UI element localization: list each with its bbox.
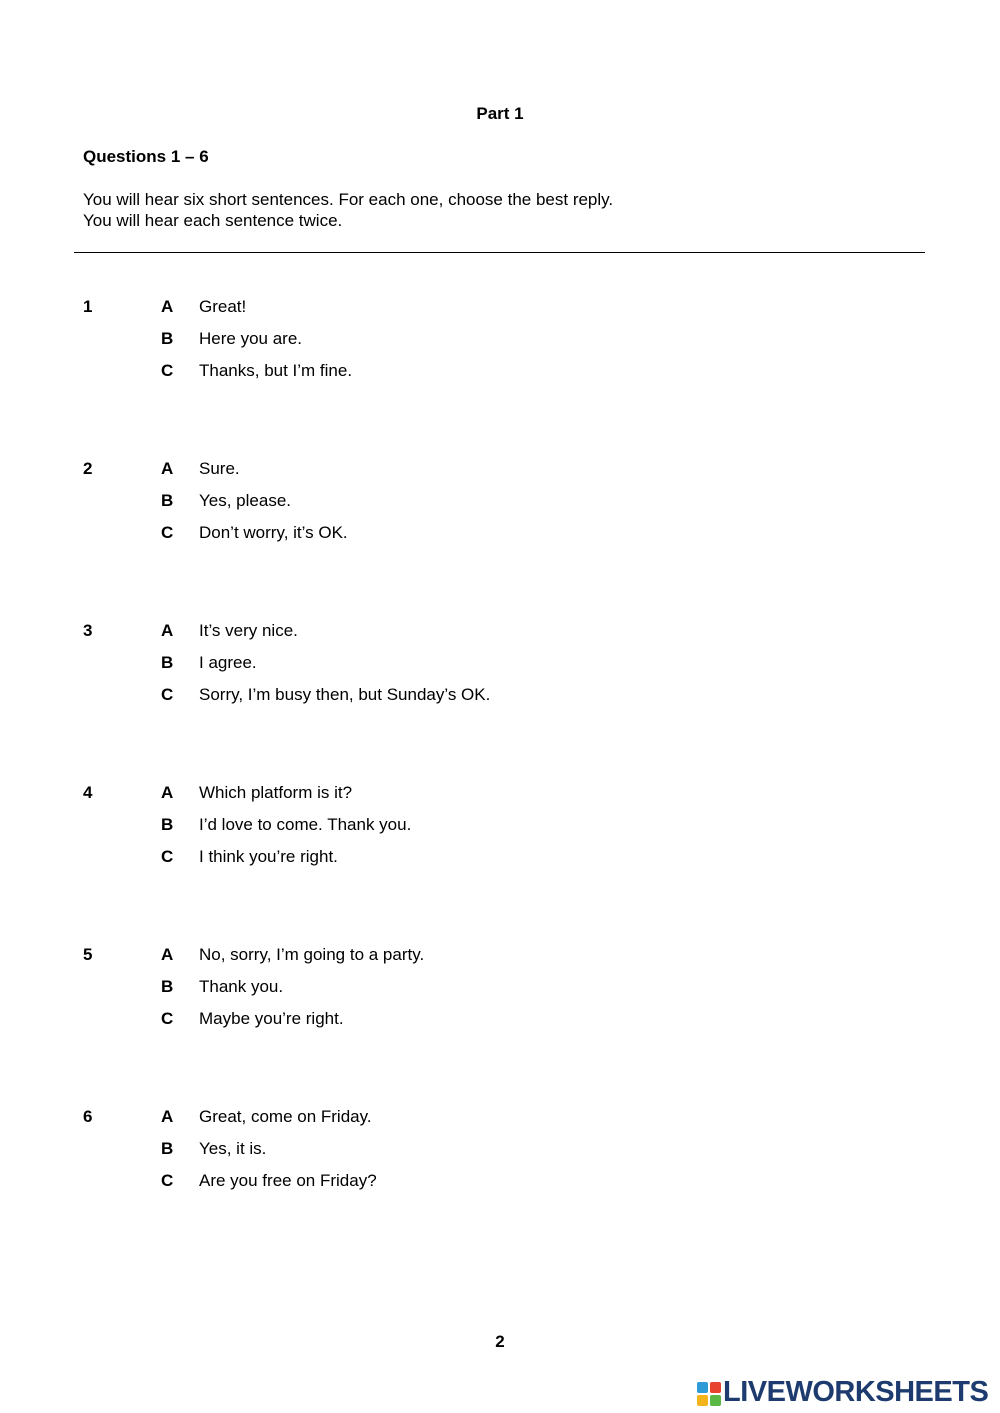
question-6 [0,1107,1000,1207]
liveworksheets-logo-icon [697,1382,721,1406]
question-number: 6 [83,1107,93,1126]
answer-option-c[interactable] [0,1009,1000,1033]
option-letter: B [161,653,174,672]
page-number: 2 [495,1332,505,1351]
answer-option-a[interactable] [0,621,1000,645]
option-text: Don’t worry, it’s OK. [199,523,348,542]
part-title: Part 1 [476,104,524,123]
option-letter: C [161,1009,174,1028]
question-number: 3 [83,621,93,640]
question-1 [0,297,1000,397]
option-text: Great! [199,297,247,316]
answer-option-c[interactable] [0,1171,1000,1195]
answer-option-b[interactable] [0,329,1000,353]
option-letter: A [161,297,174,316]
option-letter: B [161,977,174,996]
answer-option-b[interactable] [0,977,1000,1001]
answer-option-a[interactable] [0,945,1000,969]
question-number: 1 [83,297,93,316]
option-letter: C [161,1171,174,1190]
logo-text: LIVEWORKSHEETS [723,1376,989,1408]
instruction-line-2: You will hear each sentence twice. [83,211,343,230]
option-letter: A [161,1107,174,1126]
liveworksheets-logo[interactable] [697,1376,997,1412]
option-text: Thanks, but I’m fine. [199,361,353,380]
option-letter: B [161,1139,174,1158]
answer-option-c[interactable] [0,361,1000,385]
question-number: 4 [83,783,93,802]
option-text: Great, come on Friday. [199,1107,372,1126]
divider-line [74,252,925,253]
answer-option-a[interactable] [0,783,1000,807]
answer-option-c[interactable] [0,685,1000,709]
answer-option-b[interactable] [0,491,1000,515]
option-text: Yes, it is. [199,1139,267,1158]
answer-option-b[interactable] [0,815,1000,839]
option-text: I’d love to come. Thank you. [199,815,412,834]
question-3 [0,621,1000,721]
option-letter: C [161,361,174,380]
answer-option-c[interactable] [0,523,1000,547]
answer-option-b[interactable] [0,1139,1000,1163]
option-letter: A [161,783,174,802]
option-letter: C [161,685,174,704]
option-letter: B [161,329,174,348]
option-text: Are you free on Friday? [199,1171,377,1190]
option-text: I agree. [199,653,257,672]
option-letter: B [161,491,174,510]
option-text: It’s very nice. [199,621,298,640]
question-number: 2 [83,459,93,478]
option-text: Thank you. [199,977,284,996]
option-text: Yes, please. [199,491,291,510]
option-letter: A [161,945,174,964]
option-letter: B [161,815,174,834]
option-text: Sorry, I’m busy then, but Sunday’s OK. [199,685,491,704]
answer-option-c[interactable] [0,847,1000,871]
answer-option-b[interactable] [0,653,1000,677]
question-number: 5 [83,945,93,964]
question-5 [0,945,1000,1045]
option-letter: C [161,523,174,542]
option-text: No, sorry, I’m going to a party. [199,945,425,964]
answer-option-a[interactable] [0,297,1000,321]
instruction-line-1: You will hear six short sentences. For each one, choose the best reply. [83,190,614,209]
option-text: Sure. [199,459,240,478]
question-4 [0,783,1000,883]
option-text: Maybe you’re right. [199,1009,344,1028]
option-letter: C [161,847,174,866]
answer-option-a[interactable] [0,1107,1000,1131]
option-letter: A [161,459,174,478]
option-letter: A [161,621,174,640]
question-2 [0,459,1000,559]
answer-option-a[interactable] [0,459,1000,483]
option-text: I think you’re right. [199,847,338,866]
option-text: Here you are. [199,329,302,348]
questions-range-heading: Questions 1 – 6 [83,147,209,166]
option-text: Which platform is it? [199,783,353,802]
